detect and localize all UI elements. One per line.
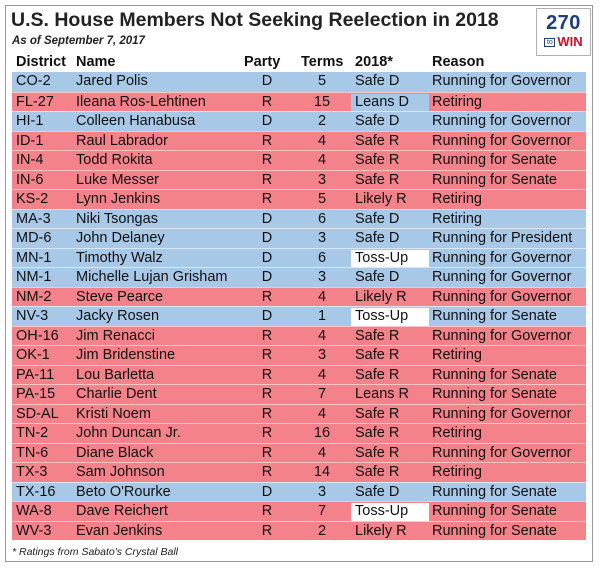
cell-terms: 14 [313, 464, 331, 480]
cell-party: R [261, 93, 273, 110]
table-row [12, 111, 586, 131]
cell-terms: 4 [317, 288, 327, 305]
cell-name: Ileana Ros-Lehtinen [76, 93, 206, 110]
table-row [12, 189, 586, 209]
cell-terms: 7 [317, 386, 327, 402]
cell-name: Diane Black [76, 444, 154, 461]
cell-party: R [261, 405, 273, 422]
table-row [12, 209, 586, 229]
header-reason: Reason [432, 54, 485, 70]
table-row [12, 404, 586, 424]
cell-district: NM-1 [16, 269, 52, 285]
cell-party: R [261, 171, 273, 188]
cell-district: TN-6 [16, 444, 49, 461]
cell-terms: 5 [317, 73, 327, 89]
cell-party: D [261, 483, 273, 500]
cell-district: IN-4 [16, 152, 44, 168]
cell-name: Evan Jenkins [76, 522, 163, 539]
cell-name: Beto O'Rourke [76, 483, 171, 500]
table-row [12, 228, 586, 248]
cell-district: SD-AL [16, 405, 59, 422]
cell-rating: Likely R [355, 191, 407, 207]
cell-name: Timothy Walz [76, 249, 163, 266]
cell-terms: 4 [317, 152, 327, 168]
cell-party: R [261, 503, 273, 519]
cell-reason: Running for Governor [432, 132, 572, 149]
cell-reason: Running for President [432, 230, 573, 246]
cell-rating: Safe D [355, 73, 400, 89]
cell-party: R [261, 327, 273, 344]
table-row [12, 150, 586, 170]
cell-terms: 4 [317, 366, 327, 383]
table-row [12, 384, 586, 404]
cell-party: R [261, 386, 273, 402]
cell-reason: Running for Governor [432, 405, 572, 422]
cell-rating: Toss-Up [351, 250, 429, 268]
logo-small-text: to [544, 38, 555, 47]
cell-rating: Toss-Up [351, 503, 429, 521]
table-body [12, 72, 586, 540]
cell-district: TN-2 [16, 425, 49, 441]
cell-reason: Running for Senate [432, 171, 557, 188]
cell-party: R [261, 522, 273, 539]
cell-name: Dave Reichert [76, 503, 168, 519]
table-row [12, 365, 586, 385]
cell-district: OK-1 [16, 347, 50, 363]
header-terms: Terms [301, 54, 344, 70]
cell-terms: 4 [317, 132, 327, 149]
cell-reason: Running for Senate [432, 366, 557, 383]
cell-rating: Safe R [355, 171, 400, 188]
cell-rating: Safe R [355, 132, 400, 149]
cell-terms: 16 [313, 425, 331, 441]
header-district: District [16, 54, 66, 70]
cell-reason: Retiring [432, 464, 482, 480]
cell-reason: Running for Governor [432, 113, 572, 129]
cell-reason: Retiring [432, 425, 482, 441]
cell-name: Lynn Jenkins [76, 191, 161, 207]
cell-rating: Safe R [355, 444, 400, 461]
cell-terms: 3 [317, 483, 327, 500]
cell-party: R [261, 464, 273, 480]
cell-reason: Running for Governor [432, 444, 572, 461]
cell-reason: Running for Governor [432, 73, 572, 89]
cell-reason: Running for Governor [432, 288, 572, 305]
cell-district: NM-2 [16, 288, 52, 305]
cell-district: NV-3 [16, 308, 49, 324]
cell-party: R [261, 347, 273, 363]
cell-terms: 1 [317, 308, 327, 324]
cell-party: D [261, 113, 273, 129]
cell-terms: 2 [317, 113, 327, 129]
cell-name: Michelle Lujan Grisham [76, 269, 228, 285]
cell-terms: 4 [317, 327, 327, 344]
table-row [12, 501, 586, 521]
cell-reason: Running for Governor [432, 327, 572, 344]
cell-name: Raul Labrador [76, 132, 168, 149]
table-row [12, 462, 586, 482]
cell-reason: Retiring [432, 93, 482, 110]
cell-party: D [261, 308, 273, 324]
cell-rating: Safe D [355, 113, 400, 129]
header-party: Party [244, 54, 281, 70]
table-row [12, 131, 586, 151]
cell-district: MN-1 [16, 249, 52, 266]
cell-reason: Running for Governor [432, 269, 572, 285]
cell-terms: 7 [317, 503, 327, 519]
cell-terms: 5 [317, 191, 327, 207]
cell-name: Kristi Noem [76, 405, 151, 422]
table-row [12, 521, 586, 541]
footnote: * Ratings from Sabato's Crystal Ball [12, 546, 178, 558]
cell-district: ID-1 [16, 132, 44, 149]
cell-rating: Safe R [355, 425, 400, 441]
table-row [12, 306, 586, 326]
cell-rating: Likely R [355, 288, 407, 305]
cell-reason: Retiring [432, 210, 482, 227]
cell-rating: Safe R [355, 405, 400, 422]
cell-rating: Safe R [355, 464, 400, 480]
cell-party: R [261, 444, 273, 461]
cell-party: R [261, 191, 273, 207]
cell-district: HI-1 [16, 113, 44, 129]
cell-rating: Safe D [355, 230, 400, 246]
cell-party: D [261, 73, 273, 89]
cell-district: OH-16 [16, 327, 59, 344]
cell-terms: 3 [317, 269, 327, 285]
table-row [12, 443, 586, 463]
cell-rating: Safe D [355, 269, 400, 285]
logo-wordmark [537, 35, 590, 49]
cell-reason: Running for Senate [432, 503, 557, 519]
table-row [12, 423, 586, 443]
cell-name: Jim Renacci [76, 327, 155, 344]
cell-reason: Running for Senate [432, 308, 557, 324]
cell-party: D [261, 210, 273, 227]
cell-reason: Running for Senate [432, 483, 557, 500]
table-row [12, 287, 586, 307]
cell-party: R [261, 132, 273, 149]
cell-terms: 6 [317, 210, 327, 227]
cell-district: FL-27 [16, 93, 54, 110]
cell-district: TX-16 [16, 483, 56, 500]
cell-district: KS-2 [16, 191, 49, 207]
cell-district: PA-11 [16, 366, 55, 383]
cell-district: CO-2 [16, 73, 51, 89]
cell-reason: Running for Senate [432, 386, 557, 402]
cell-name: Charlie Dent [76, 386, 157, 402]
logo-number: 270 [546, 12, 581, 34]
cell-rating: Safe D [355, 210, 400, 227]
cell-rating: Toss-Up [351, 308, 429, 326]
cell-name: Steve Pearce [76, 288, 164, 305]
table-header [12, 53, 586, 72]
cell-district: PA-15 [16, 386, 56, 402]
table-row [12, 326, 586, 346]
cell-district: TX-3 [16, 464, 48, 480]
table-row [12, 267, 586, 287]
cell-name: Jim Bridenstine [76, 347, 176, 363]
cell-terms: 3 [317, 171, 327, 188]
page-title: U.S. House Members Not Seeking Reelection in 2018 [11, 9, 499, 31]
cell-terms: 3 [317, 230, 327, 246]
table-row [12, 345, 586, 365]
cell-rating: Safe R [355, 152, 400, 168]
cell-party: R [261, 425, 273, 441]
cell-rating: Leans R [355, 386, 410, 402]
table-row [12, 72, 586, 92]
cell-reason: Running for Senate [432, 152, 557, 168]
logo-word: WIN [557, 34, 583, 49]
cell-name: John Duncan Jr. [76, 425, 181, 441]
cell-name: John Delaney [76, 230, 165, 246]
cell-terms: 3 [317, 347, 327, 363]
cell-district: WV-3 [16, 522, 52, 539]
cell-rating: Safe D [355, 483, 400, 500]
cell-name: Todd Rokita [76, 152, 153, 168]
cell-terms: 4 [317, 405, 327, 422]
cell-reason: Retiring [432, 347, 482, 363]
cell-district: IN-6 [16, 171, 44, 188]
cell-rating: Likely R [355, 522, 407, 539]
cell-district: MA-3 [16, 210, 51, 227]
cell-name: Jared Polis [76, 73, 148, 89]
header-rating: 2018* [355, 54, 393, 70]
logo-270-to-win [536, 8, 591, 56]
table-row [12, 92, 586, 112]
page-subtitle: As of September 7, 2017 [12, 35, 145, 47]
cell-name: Jacky Rosen [76, 308, 160, 324]
cell-rating: Safe R [355, 347, 400, 363]
cell-name: Niki Tsongas [76, 210, 158, 227]
cell-district: WA-8 [16, 503, 52, 519]
cell-name: Lou Barletta [76, 366, 155, 383]
table-row [12, 482, 586, 502]
cell-terms: 15 [313, 93, 331, 110]
cell-party: D [261, 269, 273, 285]
table-row [12, 170, 586, 190]
cell-reason: Running for Senate [432, 522, 557, 539]
header-name: Name [76, 54, 116, 70]
cell-reason: Retiring [432, 191, 482, 207]
cell-party: R [261, 366, 273, 383]
cell-terms: 4 [317, 444, 327, 461]
cell-rating: Safe R [355, 327, 400, 344]
cell-name: Sam Johnson [76, 464, 165, 480]
cell-terms: 6 [317, 249, 327, 266]
cell-rating: Leans D [351, 94, 429, 112]
cell-terms: 2 [317, 522, 327, 539]
cell-rating: Safe R [355, 366, 400, 383]
cell-party: D [261, 249, 273, 266]
cell-party: R [261, 152, 273, 168]
cell-party: R [261, 288, 273, 305]
cell-name: Luke Messer [76, 171, 160, 188]
cell-name: Colleen Hanabusa [76, 113, 196, 129]
cell-party: D [261, 230, 273, 246]
table-row [12, 248, 586, 268]
cell-district: MD-6 [16, 230, 52, 246]
cell-reason: Running for Governor [432, 249, 572, 266]
